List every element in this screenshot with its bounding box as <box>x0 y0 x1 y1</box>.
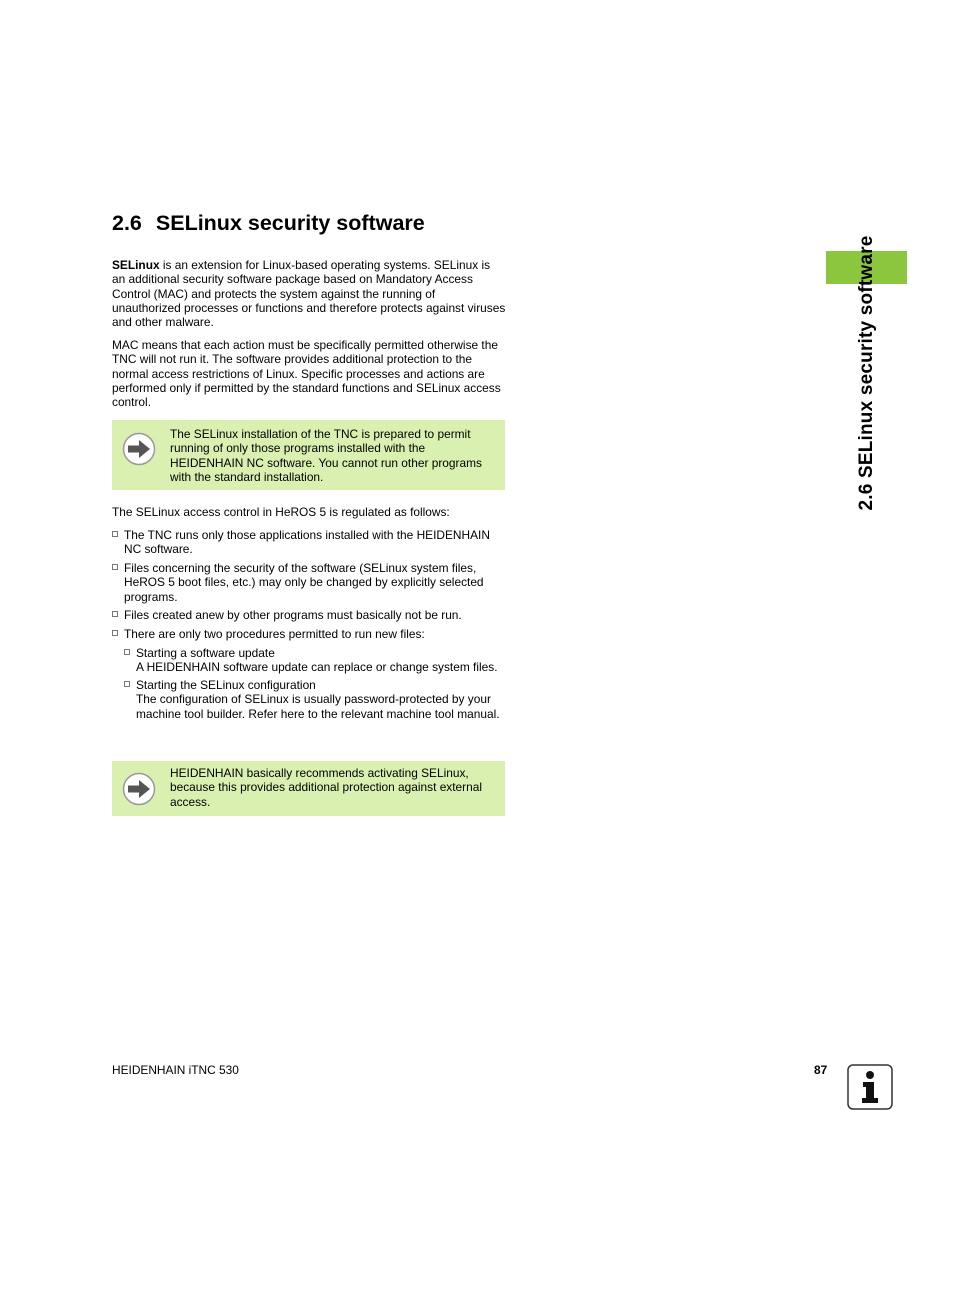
section-heading <box>112 209 425 237</box>
regulated-intro: The SELinux access control in HeROS 5 is regulated as follows: <box>112 505 450 519</box>
bullet-square-icon <box>112 630 118 636</box>
arrow-right-icon <box>122 772 156 806</box>
intro-text: is an extension for Linux-based operating systems. SELinux is an additional security software package based on Mandatory Access Control (MAC) and protects the system against the running of unauthorized processes or functions and therefore protects against viruses and other malware. <box>112 258 506 330</box>
note-box-recommendation <box>112 761 505 816</box>
note-text: The SELinux installation of the TNC is prepared to permit running of only those programs installed with the HEIDENHAIN NC software. You cannot run other programs with the standard installation. <box>170 427 482 484</box>
sublist-item-desc: The configuration of SELinux is usually password-protected by your machine tool builder. Refer here to the relevant machine tool manual. <box>136 692 500 721</box>
mac-paragraph: MAC means that each action must be specifically permitted otherwise the TNC will not run it. The software provides additional protection to the normal access restrictions of Linux. Specific processes and actions are performed only if permitted by the standard functions and SELinux access control. <box>112 338 501 410</box>
list-item-text: The TNC runs only those applications installed with the HEIDENHAIN NC software. <box>124 528 490 557</box>
sublist-item-title: Starting a software update <box>136 645 275 660</box>
list-item-text: There are only two procedures permitted to run new files: <box>124 627 425 642</box>
procedure-sublist <box>124 646 506 721</box>
bullet-square-icon <box>124 649 130 655</box>
sublist-item-desc: A HEIDENHAIN software update can replace or change system files. <box>136 659 498 674</box>
footer-product: HEIDENHAIN iTNC 530 <box>112 1063 239 1077</box>
section-title: SELinux security software <box>155 211 425 235</box>
bullet-square-icon <box>112 611 118 617</box>
bullet-square-icon <box>112 531 118 537</box>
note-text: HEIDENHAIN basically recommends activating SELinux, because this provides additional protection against external access. <box>170 766 482 809</box>
info-icon <box>847 1064 893 1110</box>
arrow-right-icon <box>122 432 156 466</box>
section-number: 2.6 <box>112 211 142 235</box>
list-item <box>112 561 506 604</box>
list-item <box>112 627 506 721</box>
bullet-square-icon <box>124 681 130 687</box>
list-item-text: Files created anew by other programs must basically not be run. <box>124 608 462 623</box>
intro-bold-term: SELinux <box>112 258 160 272</box>
sublist-item <box>124 678 506 721</box>
sublist-item-title: Starting the SELinux configuration <box>136 678 316 693</box>
side-chapter-title: 2.6 SELinux security software <box>856 235 877 511</box>
list-item <box>112 608 506 622</box>
regulation-list <box>112 528 506 726</box>
list-item-text: Files concerning the security of the software (SELinux system files, HeROS 5 boot files, etc.) may only be changed by explicitly selected programs. <box>124 561 484 604</box>
note-box-installation <box>112 420 505 490</box>
list-item <box>112 528 506 557</box>
bullet-square-icon <box>112 564 118 570</box>
page-number: 87 <box>814 1063 828 1077</box>
intro-paragraph <box>112 258 506 329</box>
sublist-item <box>124 646 506 675</box>
